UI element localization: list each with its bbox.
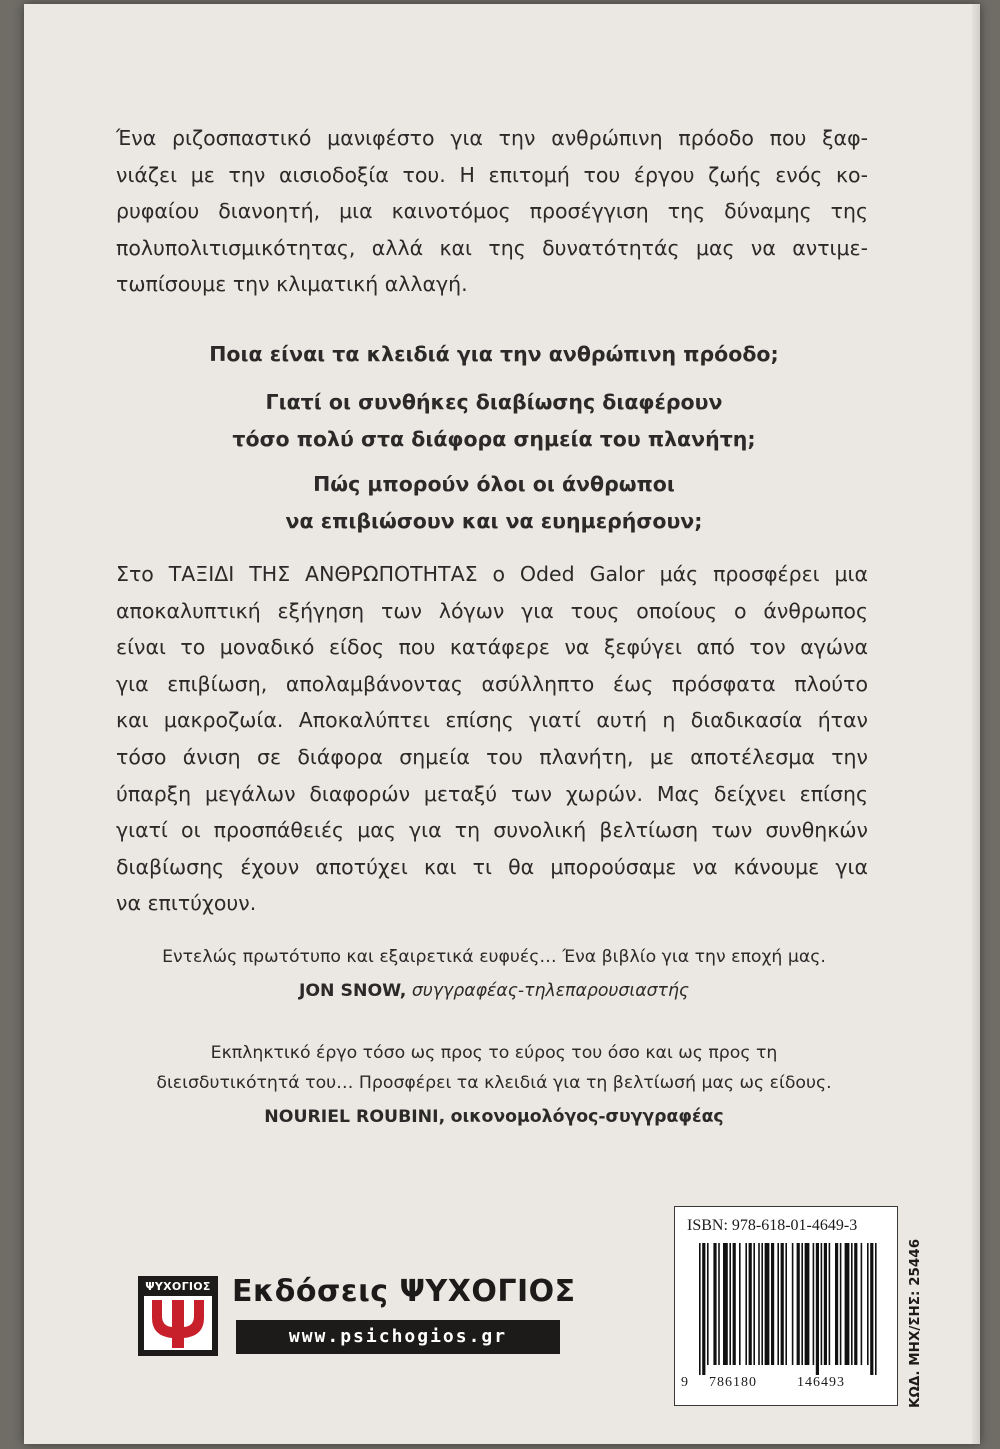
isbn-barcode — [674, 1206, 898, 1406]
description-paragraph — [116, 556, 868, 922]
barcode-bar — [867, 1243, 869, 1365]
description-line: για επιβίωση, απολαμβάνοντας ασύλληπτο έως πρόσφατα πλούτο — [116, 671, 868, 696]
barcode-bar — [718, 1243, 720, 1365]
barcode-bar — [792, 1243, 794, 1365]
barcode-bar — [835, 1243, 838, 1365]
barcode-left-digits: 786180 — [709, 1375, 757, 1390]
question-living-conditions — [84, 384, 904, 458]
barcode-bar — [771, 1243, 774, 1365]
cover-content — [24, 4, 980, 1444]
intro-line: νιάζει με την αισιοδοξία του. Η επιτομή του έργου ζωής ενός κο- — [116, 162, 868, 187]
barcode-bar — [785, 1243, 787, 1365]
description-line: Στο ΤΑΞΙΔΙ ΤΗΣ ΑΝΘΡΩΠΟΤΗΤΑΣ ο Oded Galor μάς προσφέρει μια — [116, 562, 868, 586]
barcode-bar — [777, 1243, 779, 1365]
barcode-bar — [821, 1243, 823, 1365]
intro-line: πολυπολιτισμικότητας, αλλά και της δυνατότητάς μας να αντιμε- — [116, 235, 868, 260]
review-quote-1 — [84, 942, 904, 972]
barcode-bar — [753, 1243, 755, 1365]
reviewer-role: οικονομολόγος-συγγραφέας — [450, 1107, 724, 1127]
barcode-bar — [733, 1243, 736, 1365]
logo-label: ΨΥΧΟΓΙΟΣ — [145, 1280, 211, 1293]
publisher-website: www.psichogios.gr — [236, 1320, 560, 1354]
description-line: διαβίωσης έχουν αποτύχει και τι θα μπορούσαμε να κάνουμε για — [116, 854, 868, 879]
barcode-bar — [723, 1243, 728, 1365]
barcode-bar — [781, 1243, 784, 1365]
barcode-bar — [702, 1243, 705, 1375]
barcode-bar — [805, 1243, 810, 1365]
psi-logo-icon — [144, 1296, 212, 1350]
description-line: να επιτύχουν. — [116, 891, 257, 916]
barcode-bar — [713, 1243, 716, 1365]
question-line: να επιβιώσουν και να ευημερήσουν; — [285, 509, 703, 533]
barcode-bar — [870, 1243, 873, 1375]
question-line: Γιατί οι συνθήκες διαβίωσης διαφέρουν — [265, 390, 723, 414]
barcode-bar — [840, 1243, 842, 1365]
quote-line: Εντελώς πρωτότυπο και εξαιρετικά ευφυές… Ένα βιβλίο για την εποχή μας. — [162, 947, 826, 967]
barcode-bar — [854, 1243, 857, 1365]
description-line: αποκαλυπτική εξήγηση των λόγων για τους οποίους ο άνθρωπος — [116, 598, 868, 623]
quote-line: Εκπληκτικό έργο τόσο ως προς το εύρος του όσο και ως προς τη — [210, 1043, 778, 1063]
review-attribution-2 — [84, 1102, 904, 1132]
description-line: ύπαρξη μεγάλων διαφορών μεταξύ των χωρών. Μας δείχνει επίσης — [116, 781, 868, 806]
barcode-right-digits: 146493 — [797, 1375, 845, 1390]
barcode-bar — [699, 1243, 701, 1375]
description-line: γιατί οι προσπάθειές μας για τη συνολική βελτίωση των συνθηκών — [116, 818, 868, 843]
question-line: τόσο πολύ στα διάφορα σημεία του πλανήτη; — [232, 427, 756, 451]
barcode-bar — [739, 1243, 741, 1365]
publisher-name: Εκδόσεις ΨΥΧΟΓΙΟΣ — [232, 1274, 576, 1309]
question-line: Ποια είναι τα κλειδιά για την ανθρώπινη πρόοδο; — [209, 342, 779, 366]
description-line: τόσο άνιση σε διάφορα σημεία του πλανήτη, με αποτέλεσμα την — [116, 744, 868, 769]
barcode-bar — [816, 1243, 819, 1375]
product-code: ΚΩΔ. ΜΗΧ/ΣΗΣ: 25446 — [907, 1238, 923, 1408]
barcode-bar — [851, 1243, 853, 1365]
description-line: και μακροζωία. Αποκαλύπτει επίσης γιατί αυτή η διαδικασία ήταν — [116, 708, 868, 733]
barcode-bar — [861, 1243, 863, 1365]
book-back-cover — [24, 4, 980, 1444]
publisher-logo — [138, 1276, 218, 1356]
barcode-first-digit: 9 — [681, 1375, 688, 1390]
quote-line: διεισδυτικότητά του… Προσφέρει τα κλειδιά για τη βελτίωσή μας ως είδους. — [156, 1073, 832, 1093]
intro-line: τωπίσουμε την κλιματική αλλαγή. — [116, 272, 468, 297]
barcode-bar — [765, 1243, 770, 1365]
isbn-number: ISBN: 978-618-01-4649-3 — [687, 1217, 858, 1234]
intro-paragraph — [116, 120, 868, 303]
barcode-bar — [829, 1243, 831, 1365]
question-progress — [84, 336, 904, 373]
question-survival — [84, 466, 904, 540]
barcode-bar — [707, 1243, 709, 1365]
reviewer-name: NOURIEL ROUBINI, — [264, 1107, 446, 1127]
barcode-bar — [845, 1243, 850, 1365]
barcode-bar — [729, 1243, 731, 1365]
barcode-bar — [797, 1243, 800, 1365]
barcode-bar — [875, 1243, 877, 1375]
barcode-bar — [761, 1243, 763, 1365]
review-quote-2 — [84, 1038, 904, 1098]
barcode-bars — [697, 1243, 879, 1375]
intro-line: Ένα ριζοσπαστικό μανιφέστο για την ανθρώπινη πρόοδο που ξαφ- — [116, 126, 868, 150]
barcode-bar — [745, 1243, 747, 1365]
reviewer-role: συγγραφέας-τηλεπαρουσιαστής — [411, 981, 690, 1001]
barcode-bar — [824, 1243, 827, 1365]
description-line: είναι το μοναδικό είδος που κατάφερε να ξεφύγει από τον αγώνα — [116, 635, 868, 660]
reviewer-name: JON SNOW, — [298, 981, 407, 1001]
question-line: Πώς μπορούν όλοι οι άνθρωποι — [313, 472, 675, 496]
barcode-bar — [758, 1243, 760, 1365]
intro-line: ρυφαίου διανοητή, μια καινοτόμος προσέγγιση της δύναμης της — [116, 199, 868, 224]
barcode-bar — [813, 1243, 815, 1365]
barcode-bar — [749, 1243, 752, 1365]
barcode-bar — [801, 1243, 803, 1365]
review-attribution-1 — [84, 976, 904, 1006]
